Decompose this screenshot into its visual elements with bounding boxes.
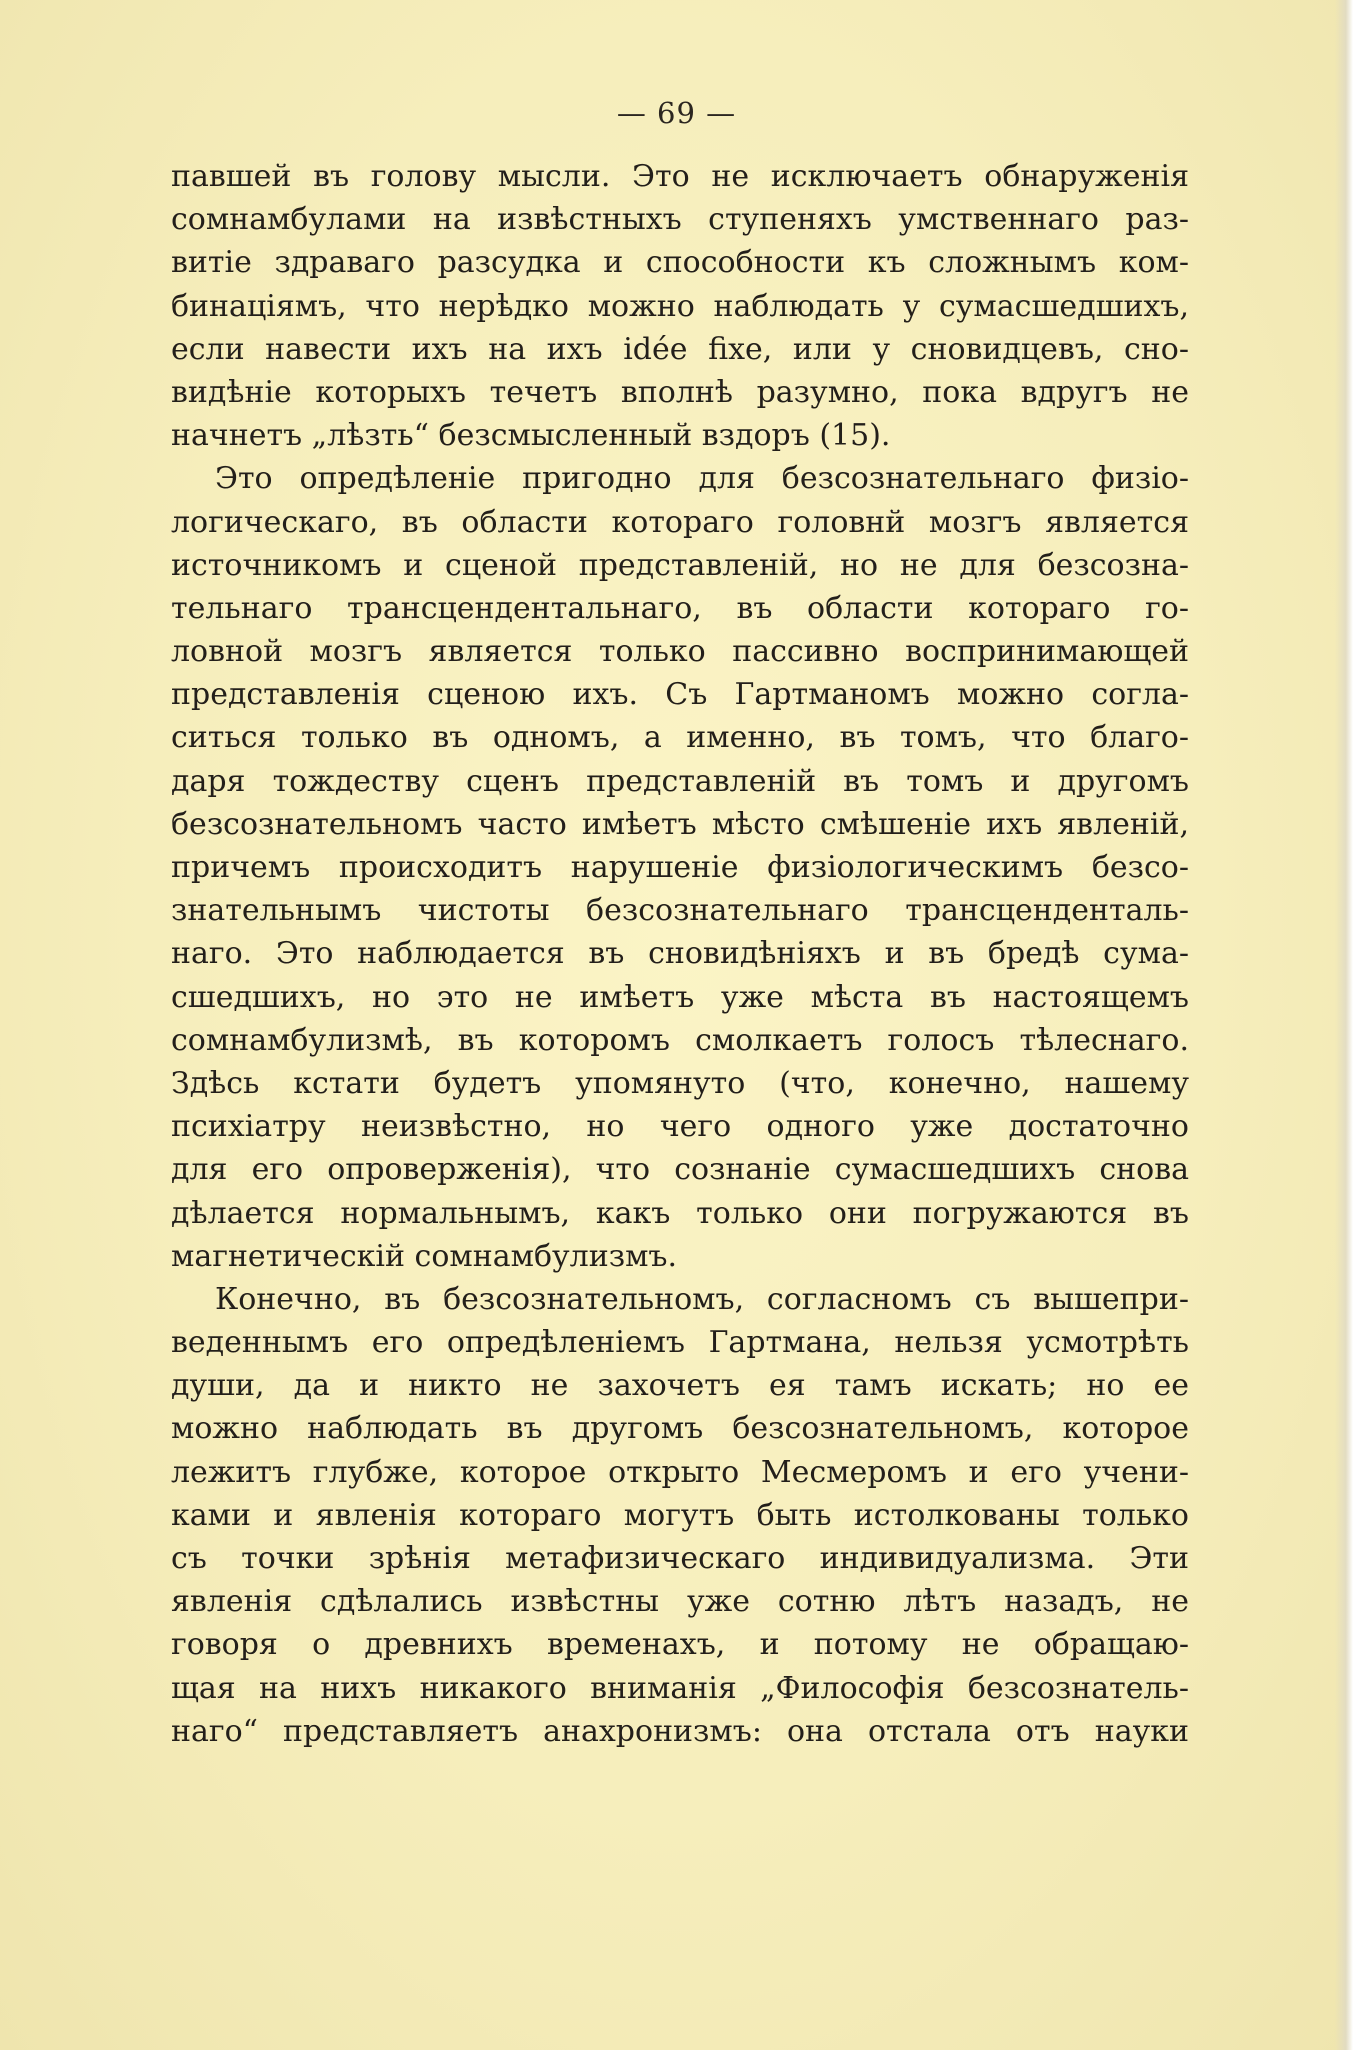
page-number: — 69 — xyxy=(616,96,737,130)
text-line: ками и явленія котораго могутъ быть истолкованы только xyxy=(171,1497,1189,1533)
text-line: павшей въ голову мысли. Это не исключаетъ обнаруженія xyxy=(171,159,1189,194)
body-text xyxy=(171,155,1189,1753)
text-line: если навести ихъ на ихъ idée fixe, или у сновидцевъ, сно- xyxy=(171,331,1189,367)
text-line: Конечно, въ безсознательномъ, согласномъ съ вышепри- xyxy=(215,1281,1189,1317)
text-line: лежитъ глубже, которое открыто Месмеромъ и его учени- xyxy=(171,1454,1189,1490)
text-line: бинаціямъ, что нерѣдко можно наблюдать у сумасшедшихъ, xyxy=(171,288,1189,324)
text-line: веденнымъ его опредѣленіемъ Гартмана, нельзя усмотрѣть xyxy=(171,1325,1189,1361)
text-line: психіатру неизвѣстно, но чего одного уже достаточно xyxy=(171,1109,1189,1145)
text-line: источникомъ и сценой представленій, но не для безсозна- xyxy=(171,547,1189,583)
page-edge xyxy=(1335,0,1353,2050)
text-line: наго. Это наблюдается въ сновидѣніяхъ и въ бредѣ сума- xyxy=(171,936,1189,972)
text-line: говоря о древнихъ временахъ, и потому не обращаю- xyxy=(171,1627,1189,1663)
text-line: Здѣсь кстати будетъ упомянуто (что, конечно, нашему xyxy=(171,1065,1189,1101)
text-line: знательнымъ чистоты безсознательнаго трансценденталь- xyxy=(171,893,1189,929)
text-line: съ точки зрѣнія метафизическаго индивидуализма. Эти xyxy=(171,1541,1189,1576)
text-line: для его опроверженія), что сознаніе сумасшедшихъ снова xyxy=(171,1152,1189,1188)
text-line: дѣлается нормальнымъ, какъ только они погружаются въ xyxy=(171,1195,1189,1231)
text-line: видѣніе которыхъ течетъ вполнѣ разумно, пока вдругъ не xyxy=(171,374,1189,410)
text-line: щая на нихъ никакого вниманія „Философія безсознатель- xyxy=(171,1670,1189,1706)
text-line: причемъ происходитъ нарушеніе физіологическимъ безсо- xyxy=(171,850,1189,885)
text-line: представленія сценою ихъ. Съ Гартманомъ можно согла- xyxy=(171,677,1189,713)
text-line: даря тождеству сценъ представленій въ томъ и другомъ xyxy=(171,763,1189,799)
text-line: сомнамбулизмѣ, въ которомъ смолкаетъ голосъ тѣлеснаго. xyxy=(171,1022,1189,1058)
text-line: безсознательномъ часто имѣетъ мѣсто смѣшеніе ихъ явленій, xyxy=(171,806,1189,842)
text-line: можно наблюдать въ другомъ безсознательномъ, которое xyxy=(171,1411,1189,1447)
text-line: логическаго, въ области котораго головнй мозгъ является xyxy=(171,504,1189,540)
text-line: Это опредѣленіе пригодно для безсознательнаго физіо- xyxy=(215,461,1189,497)
text-line: души, да и никто не захочетъ ея тамъ искать; но ее xyxy=(171,1368,1189,1404)
text-line: наго“ представляетъ анахронизмъ: она отстала отъ науки xyxy=(171,1713,1189,1749)
text-line: сшедшихъ, но это не имѣетъ уже мѣста въ настоящемъ xyxy=(171,979,1189,1015)
text-line: сомнамбулами на извѣстныхъ ступеняхъ умственнаго раз- xyxy=(171,202,1189,238)
text-line: начнетъ „лѣзть“ безсмысленный вздоръ (15). xyxy=(171,418,891,454)
text-line: явленія сдѣлались извѣстны уже сотню лѣтъ назадъ, не xyxy=(171,1584,1189,1620)
text-line: витіе здраваго разсудка и способности къ сложнымъ ком- xyxy=(171,245,1189,281)
text-line: магнетическій сомнамбулизмъ. xyxy=(171,1238,678,1274)
text-line: тельнаго трансцендентальнаго, въ области котораго го- xyxy=(171,590,1189,626)
text-line: ситься только въ одномъ, а именно, въ томъ, что благо- xyxy=(171,720,1189,756)
text-line: ловной мозгъ является только пассивно воспринимающей xyxy=(171,634,1189,670)
